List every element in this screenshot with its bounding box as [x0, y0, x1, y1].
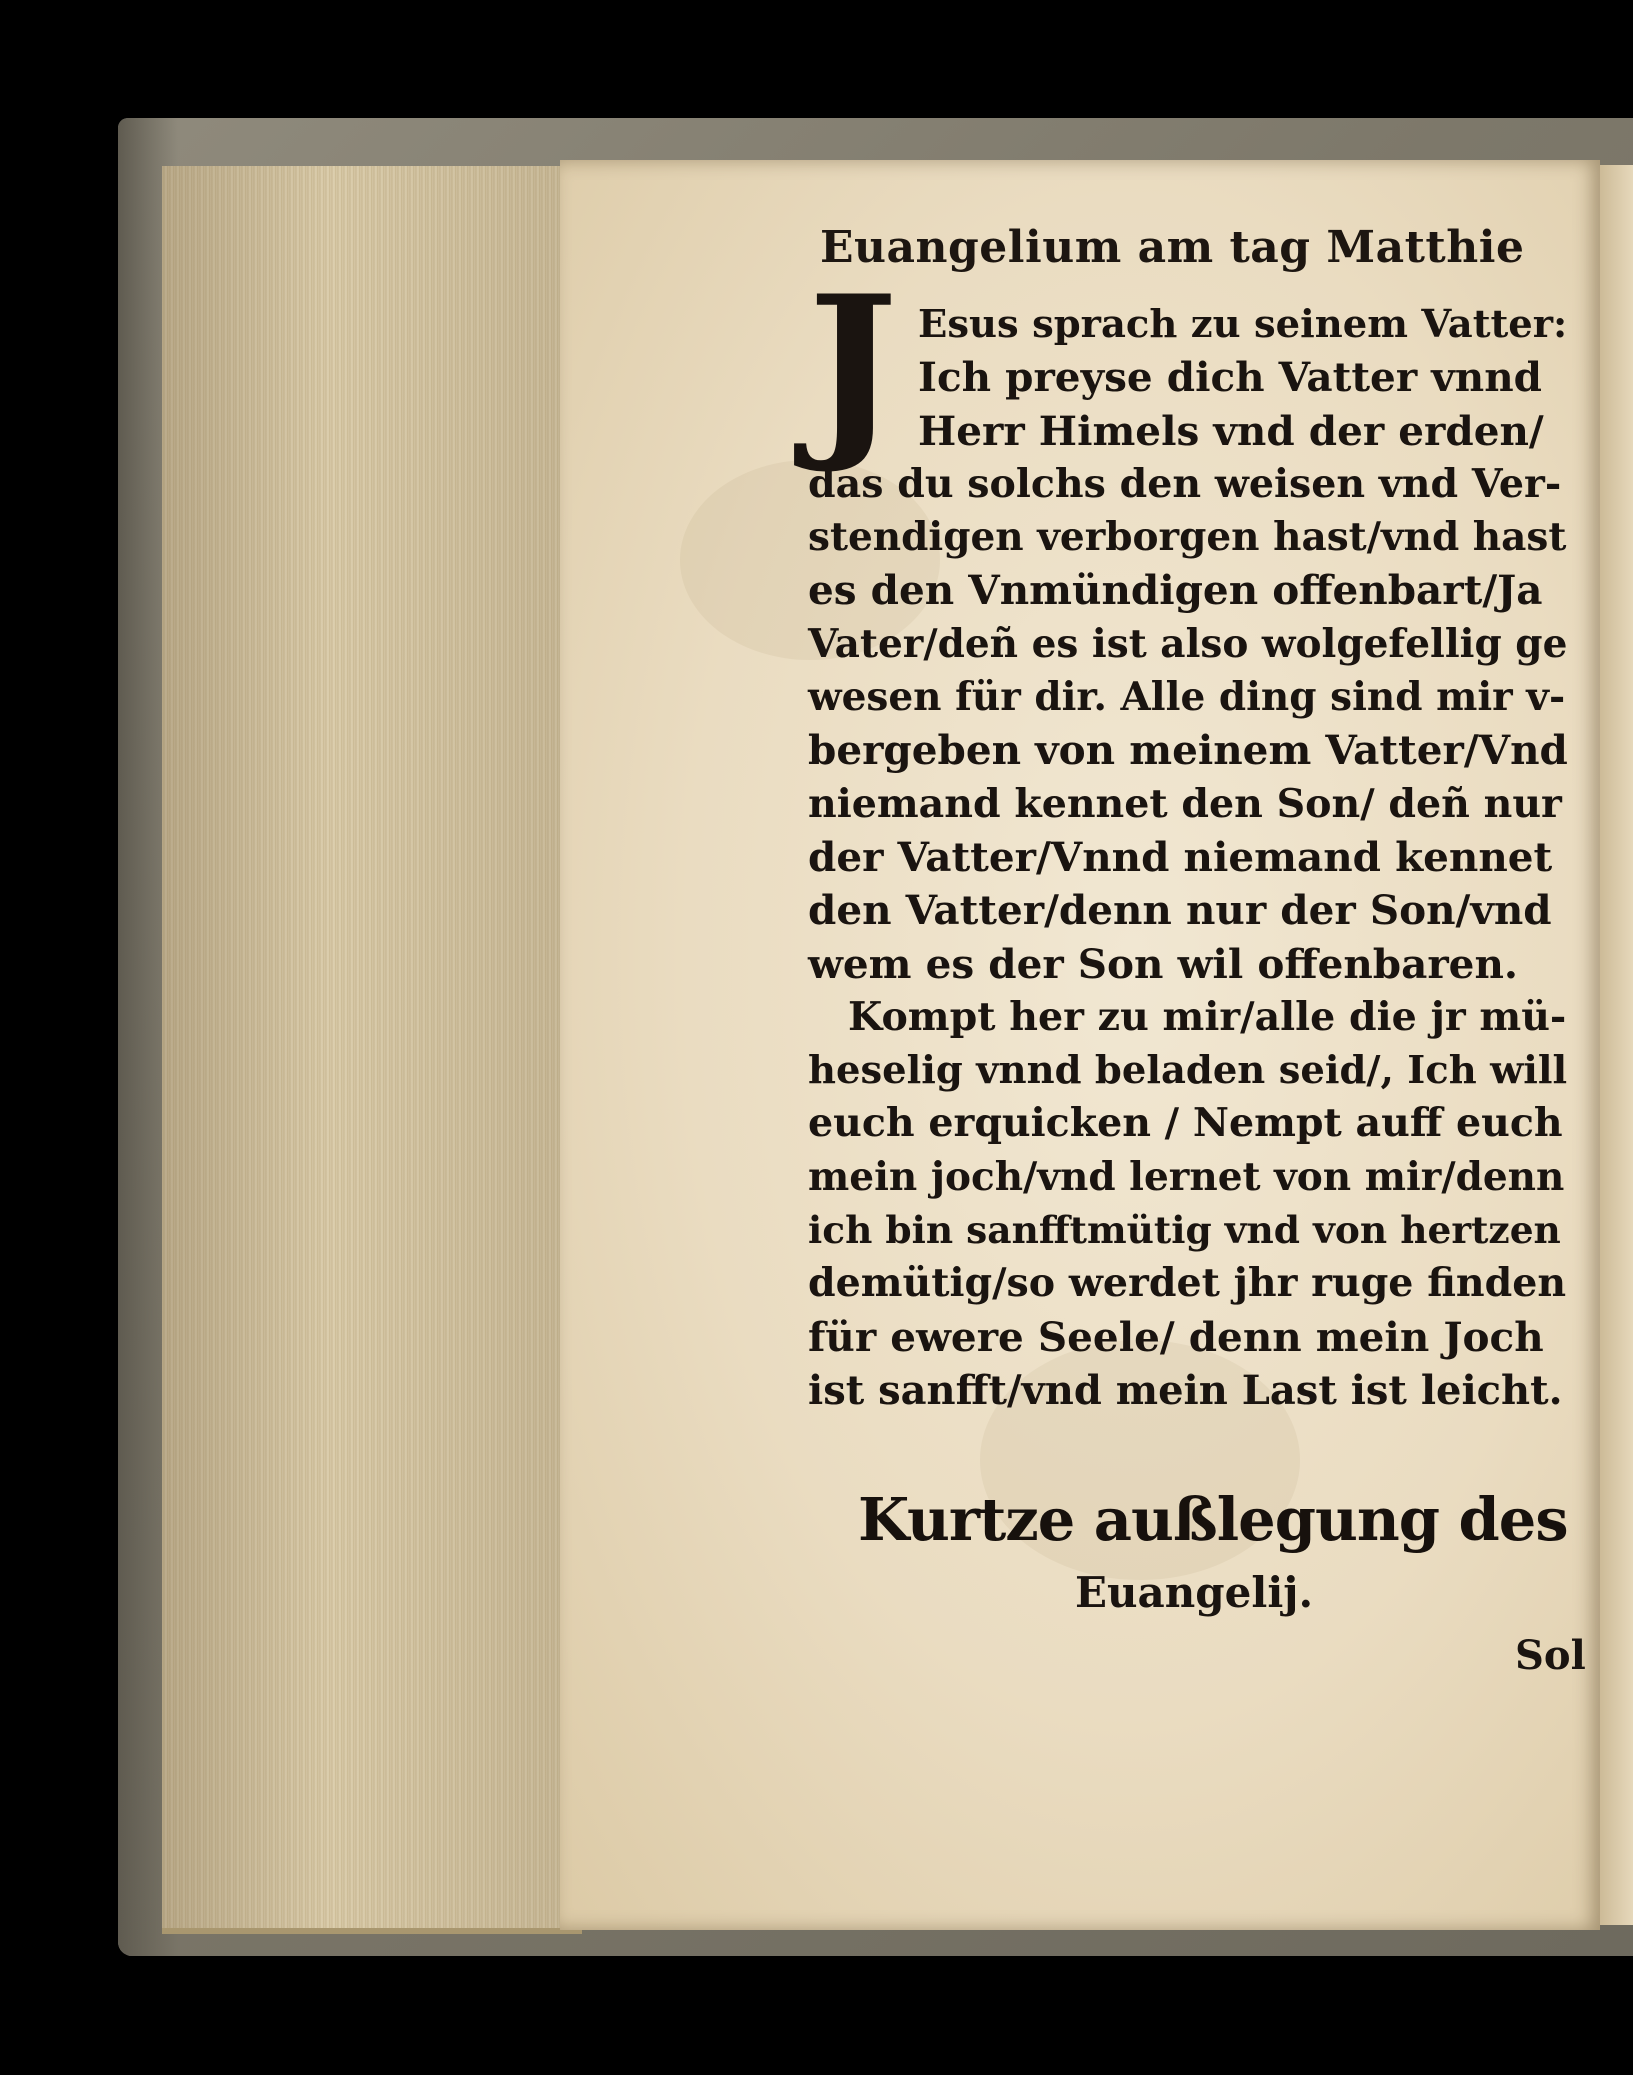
- gospel-text: [808, 298, 1568, 1417]
- text-line: ist sanfft/vnd mein Last ist leicht.: [808, 1366, 1563, 1414]
- text-line: Esus sprach zu seinem Vatter:: [918, 302, 1568, 347]
- text-line: heselig vnnd beladen seid/, Ich will: [808, 1048, 1568, 1094]
- text-line: das du solchs den weisen vnd Ver-: [808, 460, 1562, 507]
- text-line: Herr Himels vnd der erden/: [918, 406, 1544, 455]
- text-line: es den Vnmündigen offenbart/Ja: [808, 566, 1543, 615]
- page-edges-shade: [162, 166, 582, 1928]
- section-heading: Kurtze außlegung des: [858, 1485, 1568, 1554]
- section-subheading: Euangelij.: [1075, 1568, 1314, 1617]
- text-line: der Vatter/Vnnd niemand kennet: [808, 832, 1553, 881]
- running-head: Euangelium am tag Matthie: [820, 222, 1525, 273]
- text-line: für ewere Seele/ denn mein Joch: [808, 1312, 1544, 1361]
- text-line: Vater/deñ es ist also wolgefellig ge: [808, 620, 1568, 667]
- text-line: demütig/so werdet jhr ruge finden: [808, 1260, 1567, 1307]
- text-line: den Vatter/denn nur der Son/vnd: [808, 886, 1552, 935]
- text-line: Ich preyse dich Vatter vnnd: [918, 353, 1542, 402]
- text-line: mein joch/vnd lernet von mir/denn: [808, 1153, 1565, 1200]
- initial-letter: J: [808, 254, 898, 477]
- catchword: Sol: [1515, 1632, 1586, 1679]
- text-line: ich bin sanfftmütig vnd von hertzen: [808, 1208, 1561, 1253]
- text-line: euch erquicken / Nempt auff euch: [808, 1100, 1563, 1147]
- text-line: bergeben von meinem Vatter/Vnd: [808, 726, 1568, 775]
- text-line: niemand kennet den Son/ deñ nur: [808, 780, 1562, 827]
- text-line: stendigen verborgen hast/vnd hast: [808, 514, 1567, 561]
- next-page-edge: [1598, 165, 1633, 1925]
- text-line: wem es der Son wil offenbaren.: [808, 939, 1518, 988]
- text-line: wesen für dir. Alle ding sind mir v-: [808, 674, 1566, 721]
- text-line: Kompt her zu mir/alle die jr mü-: [848, 993, 1567, 1040]
